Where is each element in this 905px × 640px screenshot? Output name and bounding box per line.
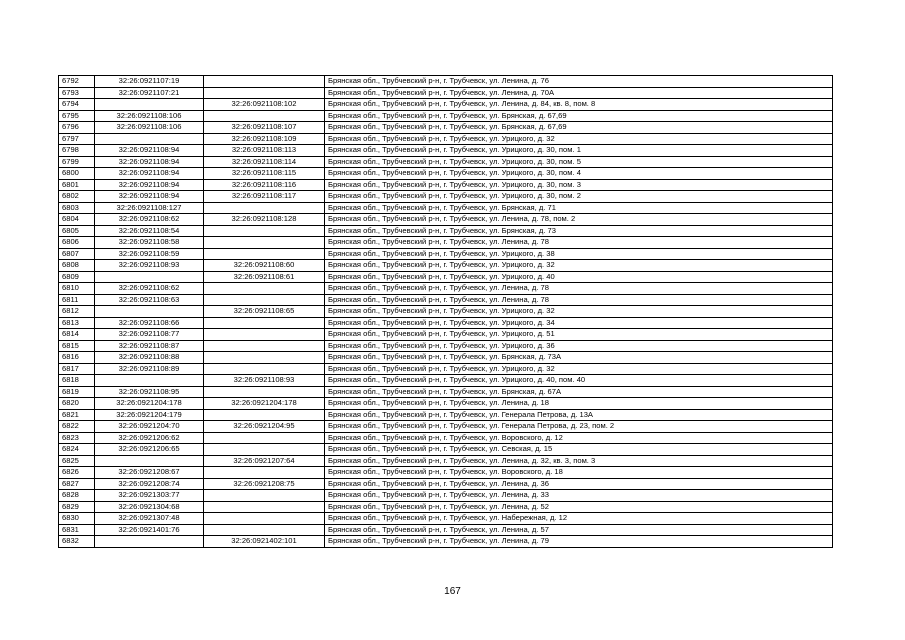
row-number-cell: 6831	[59, 524, 95, 536]
cadastral-number-cell	[204, 444, 325, 456]
row-number-cell: 6819	[59, 386, 95, 398]
address-cell: Брянская обл., Трубчевский р-н, г. Трубчевск, ул. Ленина, д. 78	[325, 237, 833, 249]
parent-cadastral-cell: 32:26:0921206:62	[95, 432, 204, 444]
parent-cadastral-cell	[95, 271, 204, 283]
cadastral-number-cell: 32:26:0921207:64	[204, 455, 325, 467]
parent-cadastral-cell: 32:26:0921208:67	[95, 467, 204, 479]
cadastral-number-cell: 32:26:0921108:115	[204, 168, 325, 180]
cadastral-number-cell: 32:26:0921108:93	[204, 375, 325, 387]
address-cell: Брянская обл., Трубчевский р-н, г. Трубчевск, ул. Воровского, д. 12	[325, 432, 833, 444]
cadastral-number-cell	[204, 237, 325, 249]
cadastral-number-cell	[204, 294, 325, 306]
parent-cadastral-cell: 32:26:0921206:65	[95, 444, 204, 456]
address-cell: Брянская обл., Трубчевский р-н, г. Трубчевск, ул. Севская, д. 15	[325, 444, 833, 456]
cadastral-number-cell	[204, 513, 325, 525]
cadastral-number-cell	[204, 329, 325, 341]
cadastral-number-cell	[204, 467, 325, 479]
parent-cadastral-cell	[95, 306, 204, 318]
table-row	[59, 513, 833, 525]
address-cell: Брянская обл., Трубчевский р-н, г. Трубчевск, ул. Урицкого, д. 30, пом. 1	[325, 145, 833, 157]
cadastral-number-cell: 32:26:0921108:128	[204, 214, 325, 226]
parent-cadastral-cell: 32:26:0921204:70	[95, 421, 204, 433]
row-number-cell: 6825	[59, 455, 95, 467]
parent-cadastral-cell: 32:26:0921108:88	[95, 352, 204, 364]
parent-cadastral-cell: 32:26:0921204:179	[95, 409, 204, 421]
table-row	[59, 363, 833, 375]
address-cell: Брянская обл., Трубчевский р-н, г. Трубчевск, ул. Брянская, д. 67,69	[325, 110, 833, 122]
table-row	[59, 352, 833, 364]
parent-cadastral-cell: 32:26:0921108:87	[95, 340, 204, 352]
cadastral-number-cell: 32:26:0921108:114	[204, 156, 325, 168]
parent-cadastral-cell: 32:26:0921108:62	[95, 283, 204, 295]
row-number-cell: 6796	[59, 122, 95, 134]
address-cell: Брянская обл., Трубчевский р-н, г. Трубчевск, ул. Ленина, д. 32, кв. 3, пом. 3	[325, 455, 833, 467]
row-number-cell: 6826	[59, 467, 95, 479]
address-cell: Брянская обл., Трубчевский р-н, г. Трубчевск, ул. Ленина, д. 78	[325, 283, 833, 295]
parent-cadastral-cell: 32:26:0921108:63	[95, 294, 204, 306]
table-row	[59, 248, 833, 260]
row-number-cell: 6823	[59, 432, 95, 444]
table-row	[59, 156, 833, 168]
address-cell: Брянская обл., Трубчевский р-н, г. Трубчевск, ул. Генерала Петрова, д. 23, пом. 2	[325, 421, 833, 433]
address-cell: Брянская обл., Трубчевский р-н, г. Трубчевск, ул. Брянская, д. 73А	[325, 352, 833, 364]
address-cell: Брянская обл., Трубчевский р-н, г. Трубчевск, ул. Брянская, д. 67А	[325, 386, 833, 398]
cadastral-number-cell: 32:26:0921108:116	[204, 179, 325, 191]
cadastral-table	[58, 75, 833, 548]
table-row	[59, 99, 833, 111]
parent-cadastral-cell: 32:26:0921108:94	[95, 156, 204, 168]
parent-cadastral-cell: 32:26:0921108:94	[95, 179, 204, 191]
cadastral-number-cell	[204, 202, 325, 214]
address-cell: Брянская обл., Трубчевский р-н, г. Трубчевск, ул. Ленина, д. 70А	[325, 87, 833, 99]
parent-cadastral-cell: 32:26:0921108:106	[95, 122, 204, 134]
table-row	[59, 421, 833, 433]
cadastral-number-cell	[204, 363, 325, 375]
table-row	[59, 398, 833, 410]
table-row	[59, 145, 833, 157]
address-cell: Брянская обл., Трубчевский р-н, г. Трубчевск, ул. Брянская, д. 73	[325, 225, 833, 237]
row-number-cell: 6807	[59, 248, 95, 260]
parent-cadastral-cell: 32:26:0921304:68	[95, 501, 204, 513]
row-number-cell: 6821	[59, 409, 95, 421]
address-cell: Брянская обл., Трубчевский р-н, г. Трубчевск, ул. Ленина, д. 57	[325, 524, 833, 536]
cadastral-number-cell: 32:26:0921108:65	[204, 306, 325, 318]
parent-cadastral-cell: 32:26:0921108:66	[95, 317, 204, 329]
table-row	[59, 202, 833, 214]
row-number-cell: 6808	[59, 260, 95, 272]
cadastral-number-cell	[204, 432, 325, 444]
cadastral-number-cell	[204, 340, 325, 352]
row-number-cell: 6803	[59, 202, 95, 214]
row-number-cell: 6805	[59, 225, 95, 237]
parent-cadastral-cell	[95, 99, 204, 111]
table-row	[59, 467, 833, 479]
cadastral-number-cell	[204, 524, 325, 536]
row-number-cell: 6822	[59, 421, 95, 433]
table-row	[59, 455, 833, 467]
cadastral-number-cell: 32:26:0921108:102	[204, 99, 325, 111]
table-row	[59, 76, 833, 88]
table-row	[59, 191, 833, 203]
table-row	[59, 237, 833, 249]
parent-cadastral-cell: 32:26:0921307:48	[95, 513, 204, 525]
parent-cadastral-cell	[95, 455, 204, 467]
row-number-cell: 6795	[59, 110, 95, 122]
parent-cadastral-cell: 32:26:0921108:58	[95, 237, 204, 249]
cadastral-number-cell	[204, 225, 325, 237]
cadastral-number-cell	[204, 248, 325, 260]
parent-cadastral-cell: 32:26:0921107:19	[95, 76, 204, 88]
row-number-cell: 6804	[59, 214, 95, 226]
address-cell: Брянская обл., Трубчевский р-н, г. Трубчевск, ул. Ленина, д. 84, кв. 8, пом. 8	[325, 99, 833, 111]
cadastral-number-cell: 32:26:0921108:113	[204, 145, 325, 157]
row-number-cell: 6820	[59, 398, 95, 410]
table-row	[59, 340, 833, 352]
row-number-cell: 6810	[59, 283, 95, 295]
cadastral-number-cell	[204, 386, 325, 398]
parent-cadastral-cell: 32:26:0921108:62	[95, 214, 204, 226]
page-number: 167	[444, 586, 461, 597]
cadastral-number-cell	[204, 76, 325, 88]
parent-cadastral-cell	[95, 133, 204, 145]
address-cell: Брянская обл., Трубчевский р-н, г. Трубчевск, ул. Урицкого, д. 51	[325, 329, 833, 341]
row-number-cell: 6830	[59, 513, 95, 525]
row-number-cell: 6802	[59, 191, 95, 203]
row-number-cell: 6829	[59, 501, 95, 513]
row-number-cell: 6794	[59, 99, 95, 111]
row-number-cell: 6811	[59, 294, 95, 306]
parent-cadastral-cell: 32:26:0921108:94	[95, 191, 204, 203]
table-body	[59, 76, 833, 548]
row-number-cell: 6817	[59, 363, 95, 375]
cadastral-number-cell: 32:26:0921108:117	[204, 191, 325, 203]
table-row	[59, 133, 833, 145]
table-row	[59, 87, 833, 99]
row-number-cell: 6818	[59, 375, 95, 387]
parent-cadastral-cell	[95, 536, 204, 548]
table-row	[59, 122, 833, 134]
address-cell: Брянская обл., Трубчевский р-н, г. Трубчевск, ул. Воровского, д. 18	[325, 467, 833, 479]
row-number-cell: 6799	[59, 156, 95, 168]
parent-cadastral-cell: 32:26:0921108:54	[95, 225, 204, 237]
address-cell: Брянская обл., Трубчевский р-н, г. Трубчевск, ул. Урицкого, д. 40, пом. 40	[325, 375, 833, 387]
parent-cadastral-cell: 32:26:0921108:95	[95, 386, 204, 398]
table-row	[59, 306, 833, 318]
cadastral-number-cell	[204, 283, 325, 295]
table-row	[59, 283, 833, 295]
row-number-cell: 6798	[59, 145, 95, 157]
table-row	[59, 214, 833, 226]
address-cell: Брянская обл., Трубчевский р-н, г. Трубчевск, ул. Урицкого, д. 30, пом. 3	[325, 179, 833, 191]
table-row	[59, 409, 833, 421]
cadastral-number-cell: 32:26:0921204:95	[204, 421, 325, 433]
parent-cadastral-cell: 32:26:0921204:178	[95, 398, 204, 410]
address-cell: Брянская обл., Трубчевский р-н, г. Трубчевск, ул. Урицкого, д. 38	[325, 248, 833, 260]
address-cell: Брянская обл., Трубчевский р-н, г. Трубчевск, ул. Урицкого, д. 30, пом. 5	[325, 156, 833, 168]
address-cell: Брянская обл., Трубчевский р-н, г. Трубчевск, ул. Ленина, д. 36	[325, 478, 833, 490]
cadastral-number-cell	[204, 490, 325, 502]
address-cell: Брянская обл., Трубчевский р-н, г. Трубчевск, ул. Ленина, д. 18	[325, 398, 833, 410]
row-number-cell: 6806	[59, 237, 95, 249]
address-cell: Брянская обл., Трубчевский р-н, г. Трубчевск, ул. Урицкого, д. 32	[325, 133, 833, 145]
table-row	[59, 225, 833, 237]
parent-cadastral-cell: 32:26:0921108:93	[95, 260, 204, 272]
cadastral-number-cell	[204, 87, 325, 99]
row-number-cell: 6832	[59, 536, 95, 548]
table-row	[59, 110, 833, 122]
address-cell: Брянская обл., Трубчевский р-н, г. Трубчевск, ул. Ленина, д. 33	[325, 490, 833, 502]
cadastral-number-cell	[204, 317, 325, 329]
table-row	[59, 501, 833, 513]
table-row	[59, 432, 833, 444]
row-number-cell: 6809	[59, 271, 95, 283]
address-cell: Брянская обл., Трубчевский р-н, г. Трубчевск, ул. Ленина, д. 78	[325, 294, 833, 306]
address-cell: Брянская обл., Трубчевский р-н, г. Трубчевск, ул. Урицкого, д. 34	[325, 317, 833, 329]
parent-cadastral-cell: 32:26:0921303:77	[95, 490, 204, 502]
row-number-cell: 6812	[59, 306, 95, 318]
address-cell: Брянская обл., Трубчевский р-н, г. Трубчевск, ул. Урицкого, д. 32	[325, 306, 833, 318]
row-number-cell: 6800	[59, 168, 95, 180]
parent-cadastral-cell: 32:26:0921108:59	[95, 248, 204, 260]
parent-cadastral-cell: 32:26:0921108:94	[95, 145, 204, 157]
cadastral-number-cell: 32:26:0921108:107	[204, 122, 325, 134]
row-number-cell: 6813	[59, 317, 95, 329]
parent-cadastral-cell	[95, 375, 204, 387]
cadastral-number-cell: 32:26:0921108:61	[204, 271, 325, 283]
cadastral-number-cell	[204, 501, 325, 513]
cadastral-number-cell	[204, 409, 325, 421]
table-row	[59, 329, 833, 341]
address-cell: Брянская обл., Трубчевский р-н, г. Трубчевск, ул. Ленина, д. 76	[325, 76, 833, 88]
table-row	[59, 294, 833, 306]
row-number-cell: 6801	[59, 179, 95, 191]
table-row	[59, 386, 833, 398]
parent-cadastral-cell: 32:26:0921208:74	[95, 478, 204, 490]
row-number-cell: 6814	[59, 329, 95, 341]
address-cell: Брянская обл., Трубчевский р-н, г. Трубчевск, ул. Брянская, д. 71	[325, 202, 833, 214]
table-row	[59, 317, 833, 329]
row-number-cell: 6827	[59, 478, 95, 490]
parent-cadastral-cell: 32:26:0921108:94	[95, 168, 204, 180]
address-cell: Брянская обл., Трубчевский р-н, г. Трубчевск, ул. Ленина, д. 78, пом. 2	[325, 214, 833, 226]
address-cell: Брянская обл., Трубчевский р-н, г. Трубчевск, ул. Урицкого, д. 36	[325, 340, 833, 352]
parent-cadastral-cell: 32:26:0921107:21	[95, 87, 204, 99]
table-row	[59, 179, 833, 191]
row-number-cell: 6816	[59, 352, 95, 364]
cadastral-number-cell: 32:26:0921208:75	[204, 478, 325, 490]
row-number-cell: 6792	[59, 76, 95, 88]
table-row	[59, 490, 833, 502]
table-row	[59, 444, 833, 456]
parent-cadastral-cell: 32:26:0921108:89	[95, 363, 204, 375]
address-cell: Брянская обл., Трубчевский р-н, г. Трубчевск, ул. Урицкого, д. 32	[325, 363, 833, 375]
cadastral-number-cell: 32:26:0921108:109	[204, 133, 325, 145]
row-number-cell: 6797	[59, 133, 95, 145]
address-cell: Брянская обл., Трубчевский р-н, г. Трубчевск, ул. Ленина, д. 79	[325, 536, 833, 548]
table-row	[59, 524, 833, 536]
address-cell: Брянская обл., Трубчевский р-н, г. Трубчевск, ул. Набережная, д. 12	[325, 513, 833, 525]
table-row	[59, 271, 833, 283]
cadastral-number-cell: 32:26:0921108:60	[204, 260, 325, 272]
table-row	[59, 168, 833, 180]
parent-cadastral-cell: 32:26:0921108:127	[95, 202, 204, 214]
row-number-cell: 6793	[59, 87, 95, 99]
address-cell: Брянская обл., Трубчевский р-н, г. Трубчевск, ул. Брянская, д. 67,69	[325, 122, 833, 134]
cadastral-number-cell	[204, 352, 325, 364]
parent-cadastral-cell: 32:26:0921401:76	[95, 524, 204, 536]
row-number-cell: 6815	[59, 340, 95, 352]
address-cell: Брянская обл., Трубчевский р-н, г. Трубчевск, ул. Генерала Петрова, д. 13А	[325, 409, 833, 421]
table-row	[59, 536, 833, 548]
parent-cadastral-cell: 32:26:0921108:77	[95, 329, 204, 341]
table-row	[59, 478, 833, 490]
row-number-cell: 6828	[59, 490, 95, 502]
cadastral-number-cell: 32:26:0921204:178	[204, 398, 325, 410]
table-row	[59, 375, 833, 387]
address-cell: Брянская обл., Трубчевский р-н, г. Трубчевск, ул. Урицкого, д. 30, пом. 4	[325, 168, 833, 180]
address-cell: Брянская обл., Трубчевский р-н, г. Трубчевск, ул. Ленина, д. 52	[325, 501, 833, 513]
row-number-cell: 6824	[59, 444, 95, 456]
parent-cadastral-cell: 32:26:0921108:106	[95, 110, 204, 122]
table-row	[59, 260, 833, 272]
address-cell: Брянская обл., Трубчевский р-н, г. Трубчевск, ул. Урицкого, д. 30, пом. 2	[325, 191, 833, 203]
cadastral-number-cell	[204, 110, 325, 122]
address-cell: Брянская обл., Трубчевский р-н, г. Трубчевск, ул. Урицкого, д. 40	[325, 271, 833, 283]
cadastral-number-cell: 32:26:0921402:101	[204, 536, 325, 548]
address-cell: Брянская обл., Трубчевский р-н, г. Трубчевск, ул. Урицкого, д. 32	[325, 260, 833, 272]
